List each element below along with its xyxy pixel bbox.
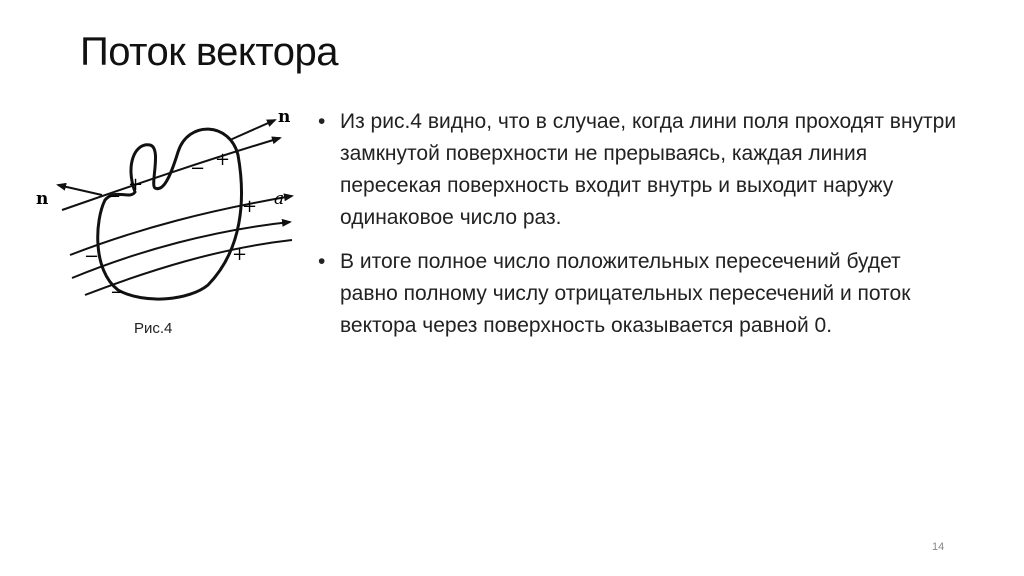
bullet-marker: •: [318, 110, 326, 133]
slide-title: Поток вектора: [80, 30, 338, 74]
normal-vector-left: [58, 185, 102, 195]
sign-minus-1: −: [190, 158, 206, 179]
bullet-item: [318, 106, 958, 234]
sign-plus-4: +: [232, 244, 248, 265]
label-n-right: n: [278, 107, 291, 127]
bullet-list: [318, 106, 958, 354]
bullet-text: В итоге полное число положительных пересечений будет равно полному числу отрицательных пересечений и поток вектора через поверхность оказывается равной 0.: [340, 250, 911, 337]
normal-vector-right: [230, 120, 275, 140]
sign-minus-2: −: [106, 186, 122, 207]
sign-plus-2: +: [128, 174, 144, 195]
figure-caption: Рис.4: [134, 320, 173, 337]
page-number: 14: [932, 541, 945, 553]
bullet-item: [318, 246, 958, 342]
sign-minus-4: −: [110, 282, 126, 303]
figure-closed-surface: [30, 100, 300, 315]
label-a: a: [274, 189, 285, 209]
closed-surface-diagram: [30, 100, 300, 315]
bullet-text: Из рис.4 видно, что в случае, когда лини поля проходят внутри замкнутой поверхности не прерываясь, каждая линия пересекая поверхность входит внутрь и выходит наружу одинаковое число раз.: [340, 110, 957, 229]
bullet-marker: •: [318, 250, 326, 273]
sign-minus-3: −: [84, 246, 100, 267]
label-n-left: n: [36, 189, 49, 209]
sign-plus-1: +: [215, 149, 231, 170]
sign-plus-3: +: [242, 196, 258, 217]
